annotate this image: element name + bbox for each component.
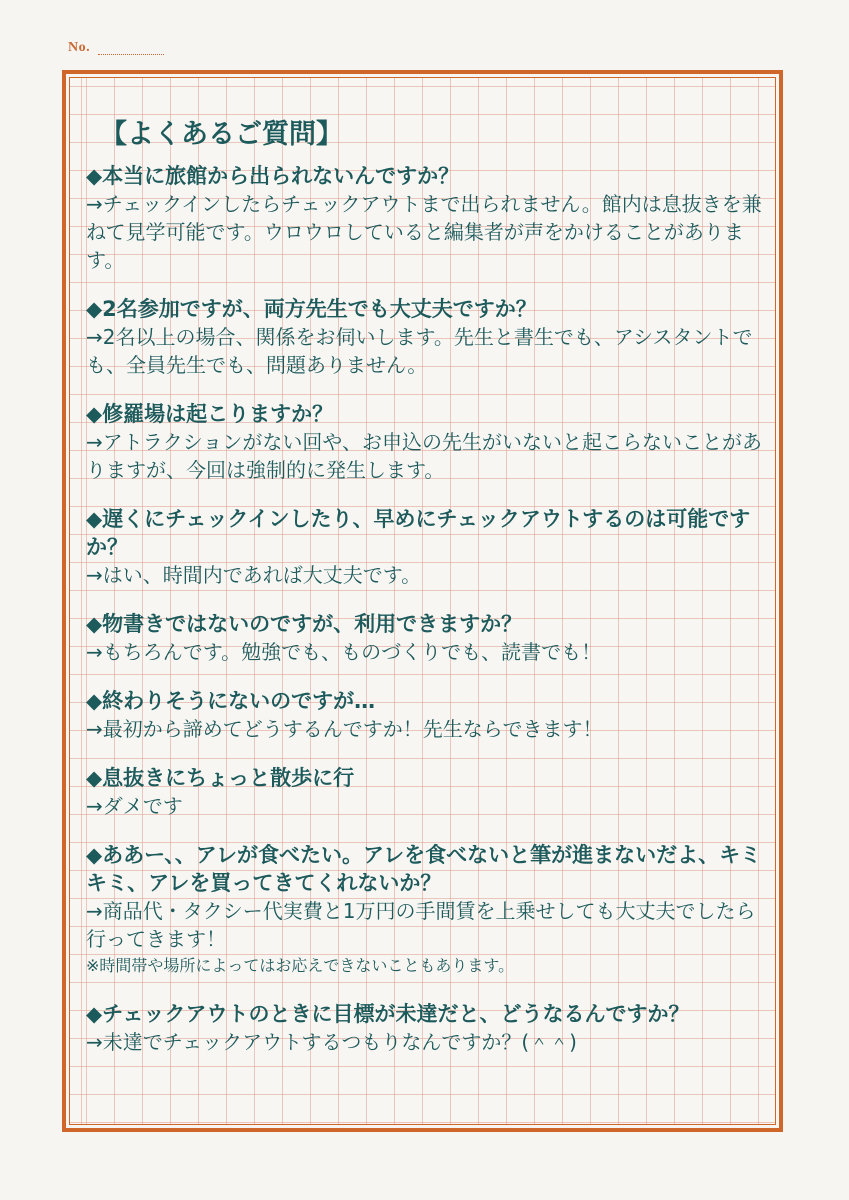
faq-answer: →最初から諦めてどうするんですか！先生ならできます！ bbox=[86, 717, 603, 741]
faq-answer: →商品代・タクシー代実費と1万円の手間賃を上乗せしても大丈夫でしたら行ってきます！ bbox=[86, 899, 756, 951]
faq-item-9 bbox=[86, 1000, 766, 1056]
faq-question: ◆ああー、、アレが食べたい。アレを食べないと筆が進まないだよ、キミキミ、アレを買ってきてくれないか？ bbox=[86, 843, 762, 895]
faq-item-1 bbox=[86, 162, 766, 274]
faq-answer: →ダメです bbox=[86, 794, 183, 818]
faq-answer: →アトラクションがない回や、お申込の先生がいないと起こらないことがありますが、今回は強制的に発生します。 bbox=[86, 430, 762, 482]
faq-item-3 bbox=[86, 400, 766, 484]
number-underline bbox=[98, 54, 164, 55]
faq-question: ◆修羅場は起こりますか？ bbox=[86, 402, 334, 426]
faq-item-8 bbox=[86, 841, 766, 979]
number-label: No. bbox=[68, 40, 91, 55]
faq-item-7 bbox=[86, 764, 766, 820]
page-title: 【よくあるご質問】 bbox=[100, 119, 343, 150]
faq-answer: →もちろんです。勉強でも、ものづくりでも、読書でも！ bbox=[86, 640, 602, 664]
faq-question: ◆終わりそうにないのですが… bbox=[86, 689, 376, 713]
faq-item-5 bbox=[86, 610, 766, 666]
faq-question: ◆息抜きにちょっと散歩に行 bbox=[86, 766, 355, 790]
faq-answer: →未達でチェックアウトするつもりなんですか？(＾＾) bbox=[86, 1030, 577, 1054]
faq-answer: →はい、時間内であれば大丈夫です。 bbox=[86, 563, 422, 587]
faq-item-2 bbox=[86, 295, 766, 379]
faq-question: ◆2名参加ですが、両方先生でも大丈夫ですか？ bbox=[86, 297, 537, 321]
faq-question: ◆物書きではないのですが、利用できますか？ bbox=[86, 612, 523, 636]
faq-question: ◆チェックアウトのときに目標が未達だと、どうなるんですか？ bbox=[86, 1002, 690, 1026]
faq-question: ◆本当に旅館から出られないんですか？ bbox=[86, 164, 460, 188]
faq-answer: →チェックインしたらチェックアウトまで出られません。館内は息抜きを兼ねて見学可能です。ウロウロしていると編集者が声をかけることがあります。 bbox=[86, 192, 762, 272]
faq-question: ◆遅くにチェックインしたり、早めにチェックアウトするのは可能ですか？ bbox=[86, 507, 751, 559]
faq-answer: →2名以上の場合、関係をお伺いします。先生と書生でも、アシスタントでも、全員先生でも、問題ありません。 bbox=[86, 325, 753, 377]
faq-content bbox=[86, 112, 766, 1077]
faq-note: ※時間帯や場所によってはお応えできないこともあります。 bbox=[86, 956, 515, 975]
faq-item-4 bbox=[86, 505, 766, 589]
faq-item-6 bbox=[86, 687, 766, 743]
